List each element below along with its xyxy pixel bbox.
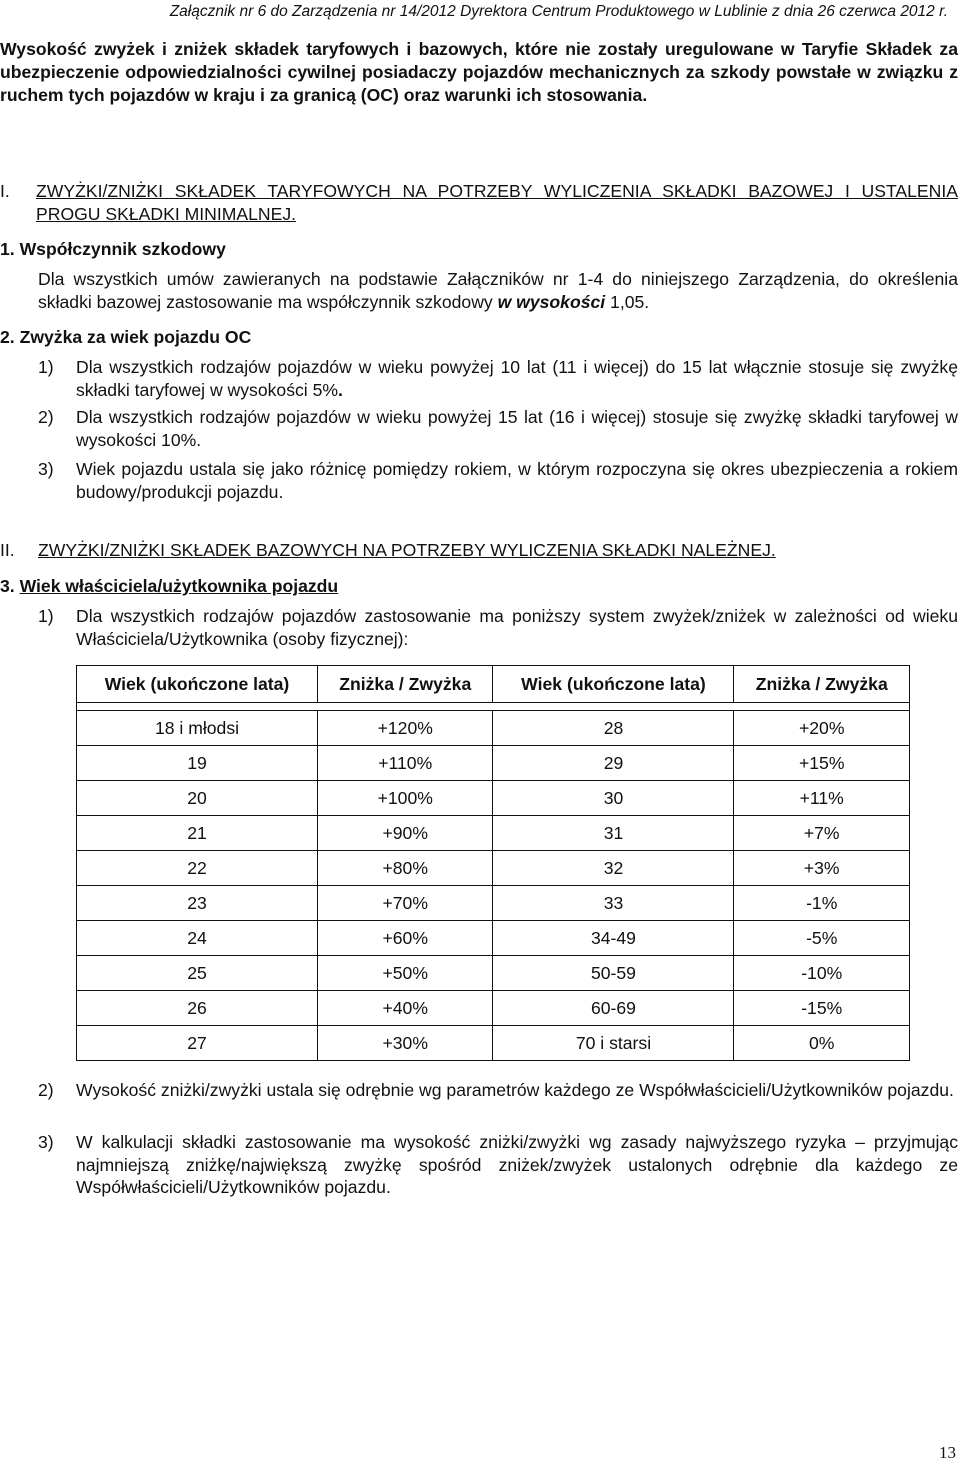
document-title: Wysokość zwyżek i zniżek składek taryfowych i bazowych, które nie zostały uregulowane w Taryfie Składek za ubezpieczenie odpowiedzialności cywilnej posiadaczy pojazdów mechanicznych za szkody powstałe w związku z ruchem tych pojazdów w kraju i za granicą (OC) oraz warunki ich stosowania.: [0, 39, 958, 105]
table-header-cell: Zniżka / Zwyżka: [317, 666, 493, 703]
item-text: Wysokość zniżki/zwyżki ustala się odrębnie wg parametrów każdego ze Współwłaścicieli/Użytkowników pojazdu.: [76, 1080, 954, 1100]
subsection-3-item-1: [38, 605, 958, 650]
age-discount-table: [76, 665, 910, 1061]
table-cell: +15%: [734, 746, 910, 781]
item-text-part: Dla wszystkich rodzajów pojazdów w wieku powyżej 10 lat (11 i więcej) do 15 lat włącznie stosuje się zwyżkę składki taryfowej w wysokości 5%: [76, 357, 958, 400]
table-row: [77, 851, 910, 886]
item-text: [76, 356, 958, 401]
section-1-number: I.: [0, 181, 10, 201]
subsection-3-title: Wiek właściciela/użytkownika pojazdu: [19, 576, 339, 596]
table-cell: 50-59: [493, 956, 734, 991]
table-cell: +7%: [734, 816, 910, 851]
subsection-2-item-2: [38, 406, 958, 451]
item-number: 1): [38, 357, 54, 377]
item-text: W kalkulacji składki zastosowanie ma wysokość zniżki/zwyżki wg zasady najwyższego ryzyka – przyjmując najmniejszą zniżkę/największą zwyżkę spośród zniżek/zwyżek ustalonych odrębnie dla każdego ze Współwłaścicieli/Użytkowników pojazdu.: [76, 1132, 958, 1197]
section-2-number: II.: [0, 540, 15, 560]
table-row: [77, 1026, 910, 1061]
section-2-title: ZWYŻKI/ZNIŻKI SKŁADEK BAZOWYCH NA POTRZEBY WYLICZENIA SKŁADKI NALEŻNEJ.: [38, 540, 776, 560]
item-text: Dla wszystkich rodzajów pojazdów zastosowanie ma poniższy system zwyżek/zniżek w zależności od wieku Właściciela/Użytkownika (osoby fizycznej):: [76, 606, 958, 649]
table-row: [77, 886, 910, 921]
subsection-1-text-part: Dla wszystkich umów zawieranych na podstawie Załączników nr 1-4 do niniejszego Zarządzenia, do określenia składki bazowej zastosowanie ma współczynnik szkodowy: [38, 269, 958, 312]
table-cell: -10%: [734, 956, 910, 991]
table-cell: 29: [493, 746, 734, 781]
table-cell: 34-49: [493, 921, 734, 956]
subsection-1-text: [38, 268, 958, 313]
subsection-1-number: 1.: [0, 239, 15, 259]
subsection-1-heading: [0, 238, 226, 261]
table-cell: 32: [493, 851, 734, 886]
page-number: 13: [939, 1443, 956, 1462]
table-cell: +30%: [317, 1026, 493, 1061]
table-cell: +80%: [317, 851, 493, 886]
table-cell: 60-69: [493, 991, 734, 1026]
table-cell: +60%: [317, 921, 493, 956]
item-number: 3): [38, 459, 54, 479]
table-row: [77, 781, 910, 816]
table-cell: 19: [77, 746, 318, 781]
subsection-2-item-1: [38, 356, 958, 401]
table-body: [77, 703, 910, 1061]
subsection-2-item-3: [38, 458, 958, 503]
table-spacer-cell: [77, 703, 910, 711]
table-cell: -15%: [734, 991, 910, 1026]
table-header-cell: Wiek (ukończone lata): [77, 666, 318, 703]
subsection-3-heading: [0, 575, 338, 598]
table-header-cell: Zniżka / Zwyżka: [734, 666, 910, 703]
table-cell: +110%: [317, 746, 493, 781]
subsection-3-item-3: [38, 1131, 958, 1199]
item-text: Dla wszystkich rodzajów pojazdów w wieku powyżej 15 lat (16 i więcej) stosuje się zwyżkę składki taryfowej w wysokości 10%.: [76, 407, 958, 450]
subsection-2-number: 2.: [0, 327, 15, 347]
table-cell: 33: [493, 886, 734, 921]
item-number: 2): [38, 407, 54, 427]
table-cell: 31: [493, 816, 734, 851]
table-row: [77, 711, 910, 746]
subsection-3-item-2: [38, 1079, 958, 1102]
table-row: [77, 746, 910, 781]
table-cell: 18 i młodsi: [77, 711, 318, 746]
table-cell: +20%: [734, 711, 910, 746]
table-cell: 24: [77, 921, 318, 956]
table-cell: +100%: [317, 781, 493, 816]
table-row: [77, 991, 910, 1026]
table-cell: 0%: [734, 1026, 910, 1061]
item-text: Wiek pojazdu ustala się jako różnicę pomiędzy rokiem, w którym rozpoczyna się okres ubezpieczenia a rokiem budowy/produkcji pojazdu.: [76, 459, 958, 502]
table-cell: 70 i starsi: [493, 1026, 734, 1061]
table-cell: +3%: [734, 851, 910, 886]
subsection-2-title: Zwyżka za wiek pojazdu OC: [19, 327, 252, 347]
subsection-2-heading: [0, 326, 251, 349]
item-text-bold: .: [338, 379, 343, 400]
section-1-title: ZWYŻKI/ZNIŻKI SKŁADEK TARYFOWYCH NA POTRZEBY WYLICZENIA SKŁADKI BAZOWEJ I USTALENIA PROGU SKŁADKI MINIMALNEJ.: [36, 181, 958, 224]
section-2-heading: [0, 539, 958, 562]
item-number: 1): [38, 606, 54, 626]
section-1-heading: [0, 180, 958, 225]
subsection-1-emphasis: w wysokości: [497, 291, 606, 312]
subsection-1-value: 1,05.: [605, 291, 650, 312]
table-cell: 26: [77, 991, 318, 1026]
table-cell: 20: [77, 781, 318, 816]
table-header-row: [77, 666, 910, 703]
table-cell: 22: [77, 851, 318, 886]
table-row: [77, 956, 910, 991]
table-cell: -1%: [734, 886, 910, 921]
item-number: 3): [38, 1132, 54, 1152]
table-row: [77, 921, 910, 956]
table-cell: +40%: [317, 991, 493, 1026]
table-spacer-row: [77, 703, 910, 711]
subsection-1-title: Współczynnik szkodowy: [19, 239, 226, 259]
table-cell: 30: [493, 781, 734, 816]
table-cell: +90%: [317, 816, 493, 851]
table-cell: -5%: [734, 921, 910, 956]
table-cell: +70%: [317, 886, 493, 921]
page-header: Załącznik nr 6 do Zarządzenia nr 14/2012 Dyrektora Centrum Produktowego w Lublinie z dnia 26 czerwca 2012 r.: [169, 3, 948, 20]
item-number: 2): [38, 1080, 54, 1100]
table-cell: +11%: [734, 781, 910, 816]
subsection-3-number: 3.: [0, 576, 15, 596]
table-cell: 23: [77, 886, 318, 921]
table-cell: 28: [493, 711, 734, 746]
table-header-cell: Wiek (ukończone lata): [493, 666, 734, 703]
table-cell: +50%: [317, 956, 493, 991]
table-cell: 27: [77, 1026, 318, 1061]
table-cell: +120%: [317, 711, 493, 746]
table-row: [77, 816, 910, 851]
table-cell: 21: [77, 816, 318, 851]
table-cell: 25: [77, 956, 318, 991]
